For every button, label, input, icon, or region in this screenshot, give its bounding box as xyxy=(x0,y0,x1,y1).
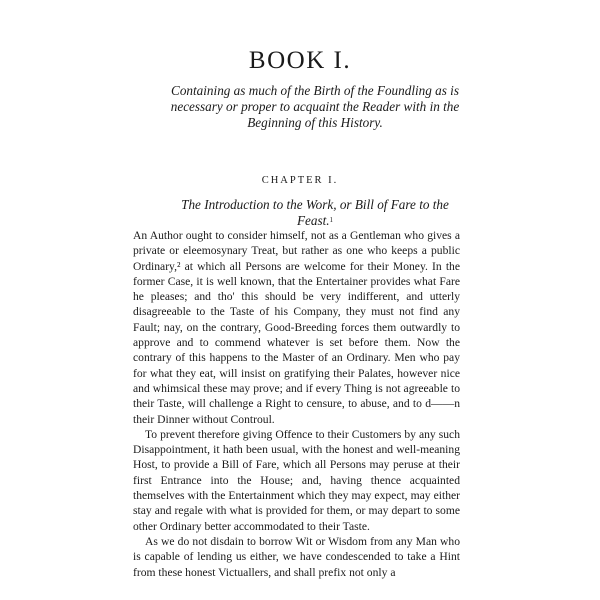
paragraph: To prevent therefore giving Offence to their Customers by any such Disappointment, it hath been usual, with the honest and well-meaning Host, to provide a Bill of Fare, which all Persons may peruse at their first Entrance into the House; and, having thence acquainted themselves with the Entertainment which they may expect, may either stay and regale with what is provided for them, or may depart to some other Ordinary better accommodated to their Taste. xyxy=(133,427,460,533)
book-title: BOOK I. xyxy=(248,47,352,74)
paragraph: An Author ought to consider himself, not as a Gentleman who gives a private or eleemosynary Treat, but rather as one who keeps a public Ordinary,² at which all Persons are welcome for their Money. In the former Case, it is well known, that the Entertainer provides what Fare he pleases; and tho' this should be very indifferent, and utterly disagreeable to the Taste of his Company, they must not find any Fault; nay, on the contrary, Good-Breeding forces them outwardly to approve and to commend whatever is set before them. Now the contrary of this happens to the Master of an Ordinary. Men who pay for what they eat, will insist on gratifying their Palates, however nice and whimsical these may prove; and if every Thing is not agreeable to their Taste, will challenge a Right to censure, to abuse, and to d——n their Dinner without Controul. xyxy=(133,229,460,426)
chapter-body xyxy=(133,228,460,580)
chapter-subtitle xyxy=(170,197,460,229)
footnote-marker: 1 xyxy=(329,216,334,224)
chapter-heading: CHAPTER I. xyxy=(261,175,339,186)
chapter-subtitle-text: The Introduction to the Work, or Bill of Fare to the Feast. xyxy=(181,197,449,228)
paragraph: As we do not disdain to borrow Wit or Wisdom from any Man who is capable of lending us either, we have condescended to take a Hint from these honest Victuallers, and shall prefix not only a xyxy=(133,534,460,579)
book-subtitle: Containing as much of the Birth of the Foundling as is necessary or proper to acquaint the Reader with in the Beginning of this History. xyxy=(170,83,460,130)
